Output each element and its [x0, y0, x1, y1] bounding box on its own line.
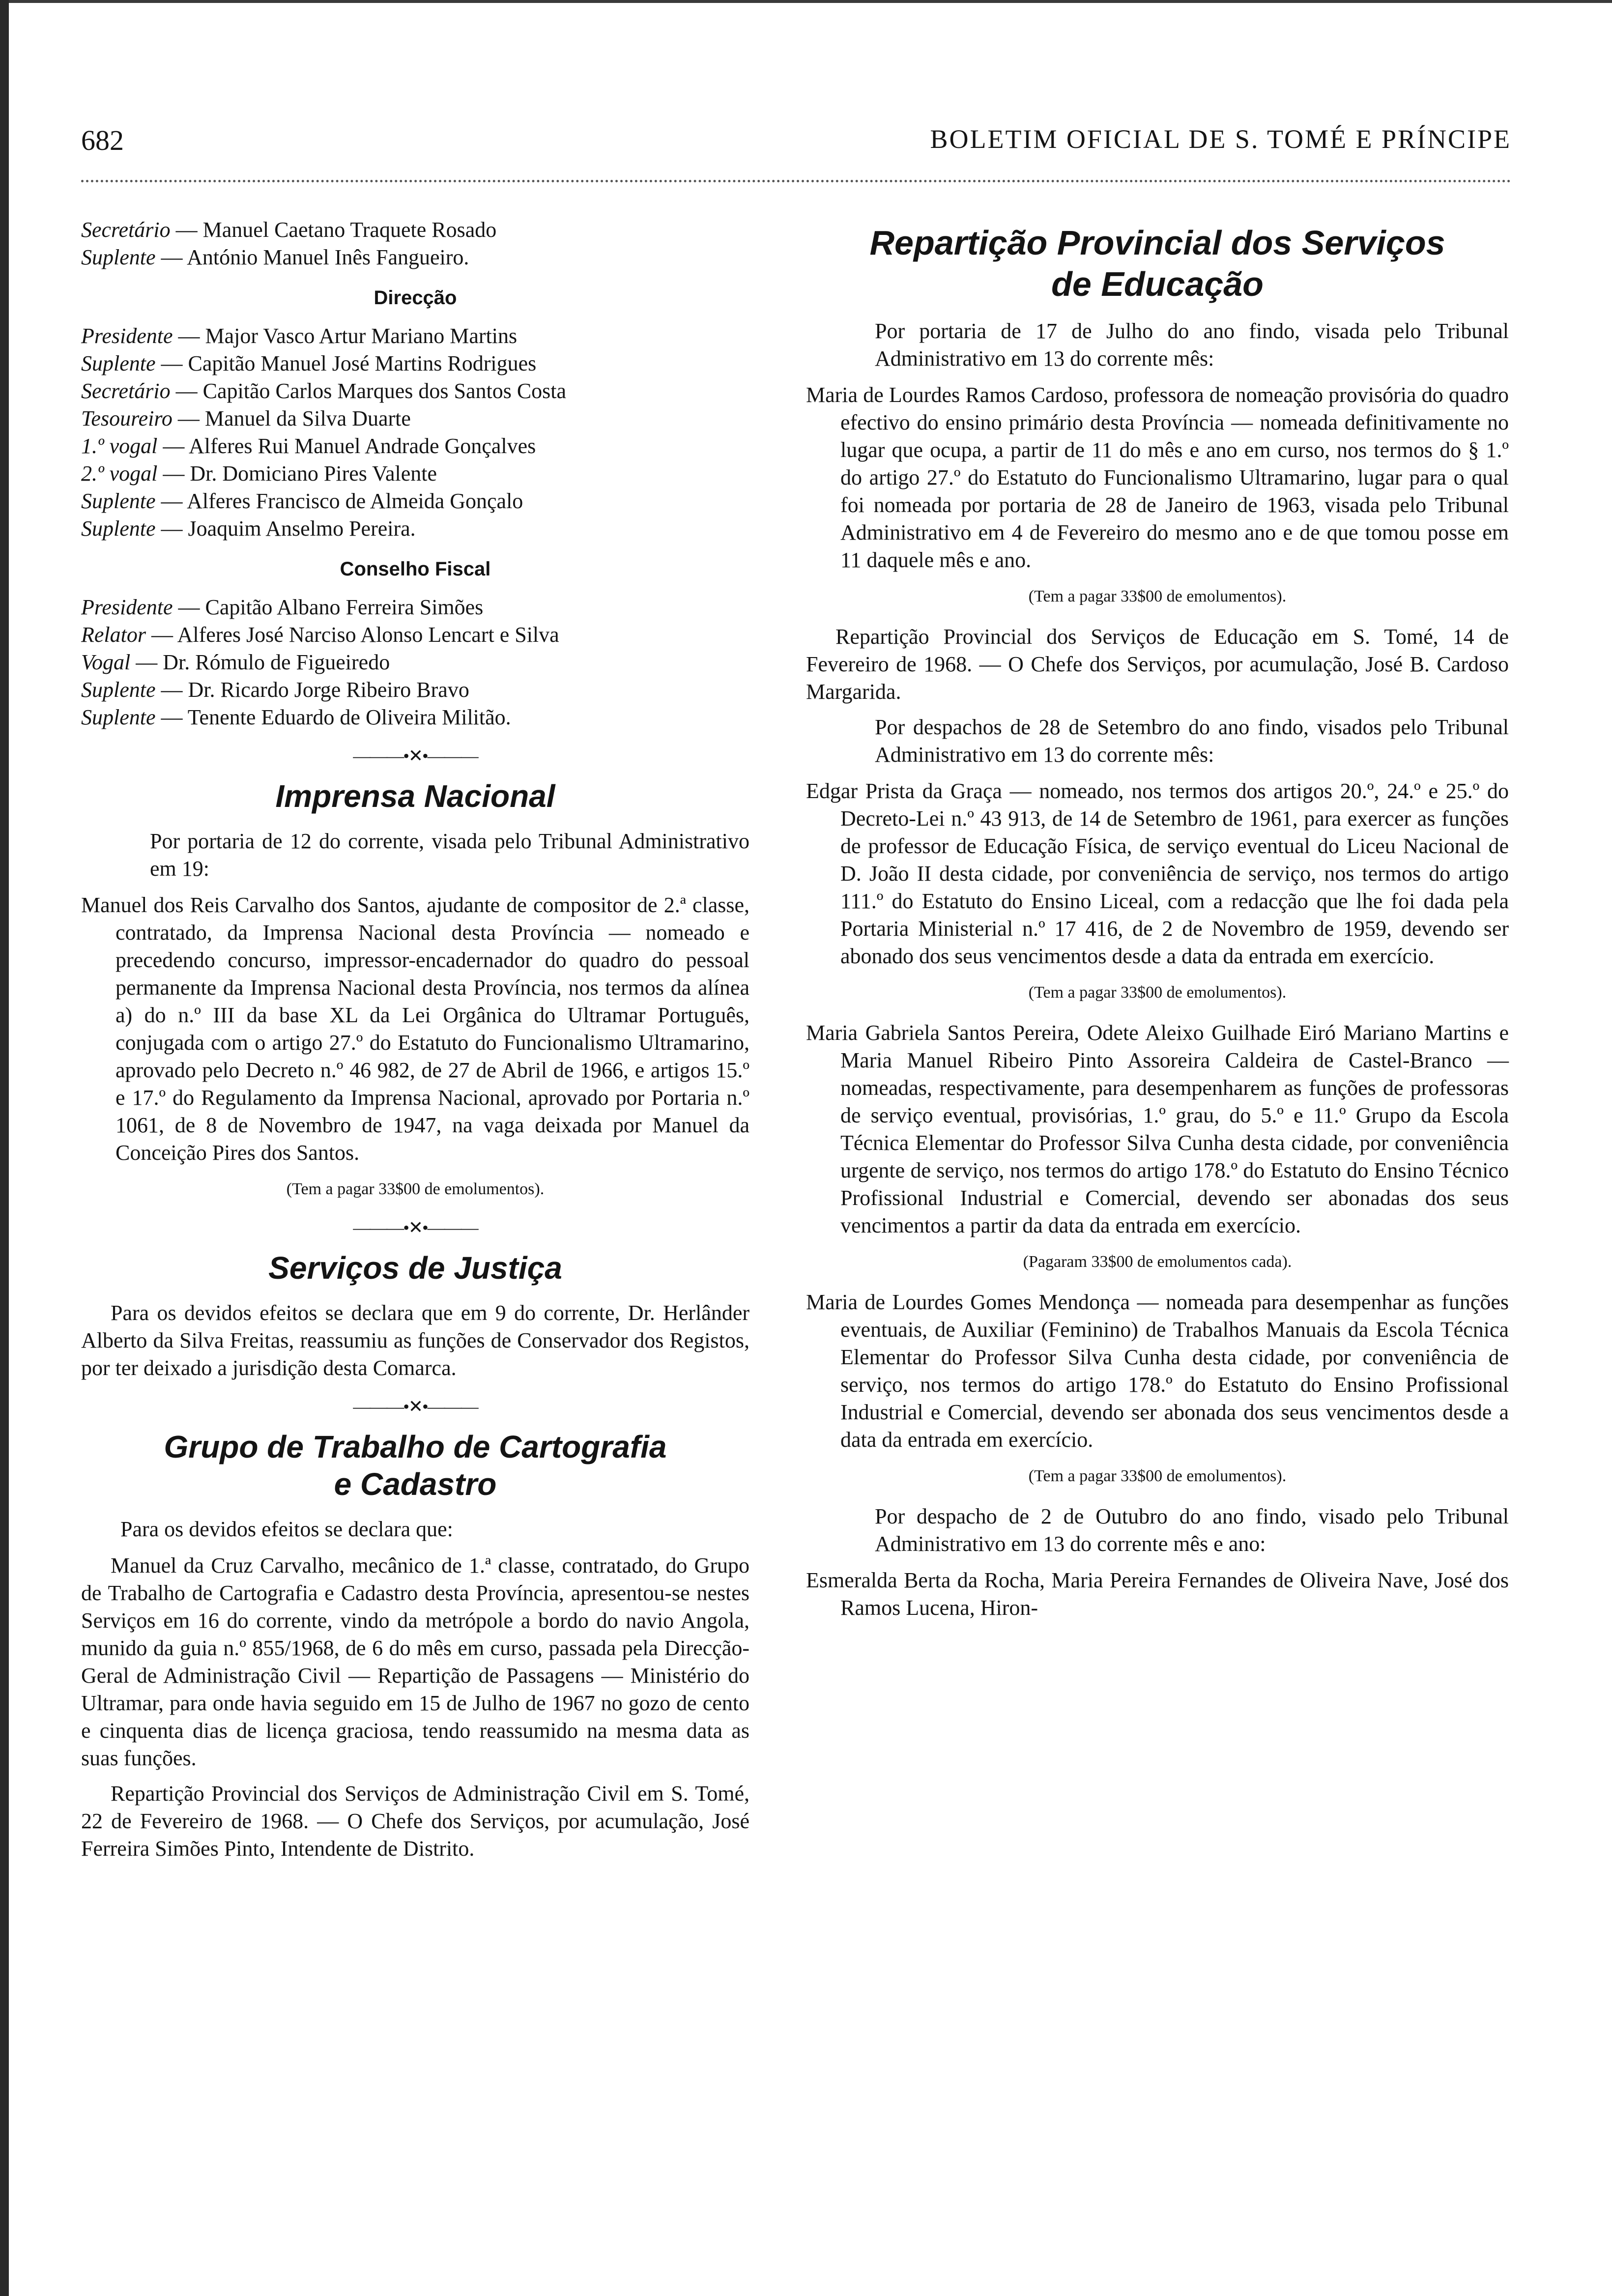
officer-row: [81, 460, 749, 488]
cartografia-intro: Para os devidos efeitos se declara que:: [120, 1517, 453, 1541]
officer-role: Suplente: [81, 245, 156, 269]
imprensa-entry: Manuel dos Reis Carvalho dos Santos, ajudante de compositor de 2.ª classe, contratado, da Imprensa Nacional desta Província — nomeado e precedendo concurso, impressor-encadernador do quadro do pessoal permanente da Imprensa Nacional desta Província, nos termos da alínea a) do n.º III da base XL da Lei Orgânica do Ultramar Português, conjugada com o artigo 27.º do Estatuto do Funcionalismo Ultramarino, aprovado pelo Decreto n.º 46 982, de 27 de Abril de 1966, e artigos 15.º e 17.º do Regulamento da Imprensa Nacional, aprovado por Portaria n.º 1061, de 8 de Novembro de 1947, na vaga deixada por Manuel da Conceição Pires dos Santos.: [81, 893, 749, 1165]
officer-role: Vogal: [81, 650, 131, 674]
justica-text: Para os devidos efeitos se declara que em 9 do corrente, Dr. Herlânder Alberto da Silva Freitas, reassumiu as funções de Conservador dos Registos, por ter deixado a jurisdição desta Comarca.: [81, 1301, 749, 1380]
officer-name: Major Vasco Artur Mariano Martins: [205, 324, 518, 348]
cartografia-signature: Repartição Provincial dos Serviços de Administração Civil em S. Tomé, 22 de Fevereiro de 1968. — O Chefe dos Serviços, por acumulação, José Ferreira Simões Pinto, Intendente de Distrito.: [81, 1781, 749, 1861]
officer-row: [81, 244, 749, 271]
officer-role: Secretário: [81, 218, 171, 242]
officer-separator: —: [157, 461, 190, 486]
educacao-intro-3: Por despacho de 2 de Outubro do ano findo, visado pelo Tribunal Administrativo em 13 do corrente mês e ano:: [875, 1504, 1509, 1556]
educacao-entry-1: Maria de Lourdes Ramos Cardoso, professora de nomeação provisória do quadro efectivo do ensino primário desta Província — nomeada definitivamente no lugar que ocupa, a partir de 11 do mês e ano em curso, nos termos do § 1.º do artigo 27.º do Estatuto do Funcionalismo Ultramarino, lugar para o qual foi nomeada por portaria de 28 de Janeiro de 1963, visada pelo Tribunal Administrativo em 4 de Fevereiro do mesmo ano e de que tomou posse em 11 daquele mês e ano.: [806, 383, 1509, 572]
officer-name: Capitão Manuel José Martins Rodrigues: [188, 351, 537, 375]
educacao-entry-4: Maria de Lourdes Gomes Mendonça — nomeada para desempenhar as funções eventuais, de Auxiliar (Feminino) de Trabalhos Manuais da Escola Técnica Elementar do Professor Silva Cunha desta cidade, por conveniência de serviço, nos termos do artigo 178.º do Estatuto do Ensino Profissional Industrial e Comercial, devendo ser abonada dos seus vencimentos desde a data da entrada em exercício.: [806, 1290, 1509, 1452]
officer-row: [81, 377, 749, 405]
educacao-heading-line1: Repartição Provincial dos Serviços: [869, 224, 1445, 262]
officers-list-top: [81, 216, 749, 271]
imprensa-nacional-heading: Imprensa Nacional: [275, 778, 555, 814]
cartografia-heading-line2: e Cadastro: [334, 1466, 497, 1502]
officer-separator: —: [173, 595, 205, 619]
educacao-fee-3: (Pagaram 33$00 de emolumentos cada).: [1023, 1253, 1292, 1271]
officer-name: Dr. Domiciano Pires Valente: [190, 461, 437, 486]
officer-name: Manuel da Silva Duarte: [204, 406, 411, 430]
educacao-intro-1: Por portaria de 17 de Julho do ano findo, visada pelo Tribunal Administrativo em 13 do corrente mês:: [875, 319, 1509, 371]
officer-role: Suplente: [81, 678, 156, 702]
officer-separator: —: [155, 517, 188, 541]
publication-title: BOLETIM OFICIAL DE S. TOMÉ E PRÍNCIPE: [930, 124, 1511, 154]
header-rule: [81, 180, 1511, 182]
officer-name: António Manuel Inês Fangueiro.: [187, 245, 469, 269]
officer-role: Presidente: [81, 324, 173, 348]
officer-row: [81, 594, 749, 621]
imprensa-intro: Por portaria de 12 do corrente, visada pelo Tribunal Administrativo em 19:: [150, 829, 749, 881]
conselho-fiscal-heading: Conselho Fiscal: [340, 558, 491, 580]
officer-row: [81, 704, 749, 731]
officer-name: Capitão Albano Ferreira Simões: [205, 595, 484, 619]
educacao-entry-2: Edgar Prista da Graça — nomeado, nos termos dos artigos 20.º, 24.º e 25.º do Decreto-Lei n.º 43 913, de 14 de Setembro de 1961, para exercer as funções de professor de Educação Física, de serviço eventual do Liceu Nacional de D. João II desta cidade, por conveniência de serviço, nos termos do artigo 111.º do Estatuto do Ensino Liceal, com a redacção que lhe foi dada pela Portaria Ministerial n.º 17 416, de 2 de Novembro de 1959, devendo ser abonado dos seus vencimentos desde a data da entrada em exercício.: [806, 779, 1509, 968]
cartografia-heading: [81, 1428, 749, 1503]
officer-name: Tenente Eduardo de Oliveira Militão.: [187, 705, 511, 729]
direccao-list: [81, 322, 749, 543]
officer-role: Suplente: [81, 517, 156, 541]
officer-separator: —: [172, 406, 205, 430]
officer-name: Alferes Francisco de Almeida Gonçalo: [187, 489, 523, 513]
officer-role: Suplente: [81, 489, 156, 513]
educacao-signature: Repartição Provincial dos Serviços de Educação em S. Tomé, 14 de Fevereiro de 1968. — O Chefe dos Serviços, por acumulação, José B. Cardoso Margarida.: [806, 625, 1509, 704]
officer-separator: —: [155, 678, 188, 702]
page-number: 682: [81, 124, 124, 156]
left-column: [81, 216, 749, 1870]
officer-name: Dr. Ricardo Jorge Ribeiro Bravo: [188, 678, 469, 702]
educacao-entry-3: Maria Gabriela Santos Pereira, Odete Aleixo Guilhade Eiró Mariano Martins e Maria Manuel Ribeiro Pinto Assoreira Caldeira de Castel-Branco — nomeadas, respectivamente, para desempenharem as funções de professoras de serviço eventual, provisórias, 1.º grau, do 5.º e 11.º Grupo da Escola Técnica Elementar do Professor Silva Cunha desta cidade, por conveniência urgente de serviço, nos termos do artigo 178.º do Estatuto do Ensino Técnico Profissional Industrial e Comercial, devendo ser abonadas dos seus vencimentos a partir da data da entrada em exercício.: [806, 1021, 1509, 1237]
section-ornament: ———•✕•———: [353, 1218, 478, 1237]
officer-separator: —: [157, 434, 189, 458]
direccao-heading: Direcção: [374, 287, 457, 309]
educacao-fee-4: (Tem a pagar 33$00 de emolumentos).: [1028, 1467, 1287, 1485]
officer-separator: —: [170, 379, 203, 403]
educacao-fee-2: (Tem a pagar 33$00 de emolumentos).: [1028, 983, 1287, 1002]
officer-row: [81, 621, 749, 649]
officer-name: Manuel Caetano Traquete Rosado: [202, 218, 497, 242]
officer-separator: —: [145, 623, 177, 647]
officer-role: Tesoureiro: [81, 406, 173, 430]
officer-row: [81, 322, 749, 350]
page-header: [81, 124, 1511, 163]
officer-role: Presidente: [81, 595, 173, 619]
officer-row: [81, 488, 749, 515]
officer-separator: —: [155, 489, 187, 513]
right-column: [806, 216, 1509, 1631]
educacao-entry-5: Esmeralda Berta da Rocha, Maria Pereira Fernandes de Oliveira Nave, José dos Ramos Lucena, Hiron-: [806, 1568, 1509, 1620]
educacao-heading: [806, 222, 1509, 305]
officer-role: Relator: [81, 623, 146, 647]
officer-role: Secretário: [81, 379, 171, 403]
officer-name: Joaquim Anselmo Pereira.: [188, 517, 416, 541]
officer-role: 2.º vogal: [81, 461, 158, 486]
section-ornament: ———•✕•———: [353, 746, 478, 766]
educacao-fee-1: (Tem a pagar 33$00 de emolumentos).: [1028, 587, 1287, 605]
officer-row: [81, 515, 749, 543]
imprensa-fee-note: (Tem a pagar 33$00 de emolumentos).: [286, 1180, 545, 1198]
officer-separator: —: [173, 324, 205, 348]
officer-separator: —: [155, 245, 187, 269]
officer-row: [81, 649, 749, 676]
cartografia-text: Manuel da Cruz Carvalho, mecânico de 1.ª classe, contratado, do Grupo de Trabalho de Cartografia e Cadastro desta Província, apresentou-se nestes Serviços em 16 do corrente, vindo da metrópole a bordo do navio Angola, munido da guia n.º 855/1968, de 6 do mês em curso, passada pela Direcção-Geral de Administração Civil — Repartição de Passagens — Ministério do Ultramar, para onde havia seguido em 15 de Julho de 1967 no gozo de cento e cinquenta dias de licença graciosa, tendo reassumido na mesma data as suas funções.: [81, 1553, 749, 1770]
officer-name: Dr. Rómulo de Figueiredo: [163, 650, 390, 674]
cartografia-heading-line1: Grupo de Trabalho de Cartografia: [164, 1429, 667, 1464]
officer-role: Suplente: [81, 705, 156, 729]
officer-separator: —: [130, 650, 163, 674]
officer-name: Alferes José Narciso Alonso Lencart e Silva: [177, 623, 559, 647]
servicos-justica-heading: Serviços de Justiça: [268, 1250, 562, 1286]
officer-name: Capitão Carlos Marques dos Santos Costa: [202, 379, 567, 403]
officer-row: [81, 432, 749, 460]
scan-edge-top: [0, 0, 1612, 3]
officer-name: Alferes Rui Manuel Andrade Gonçalves: [188, 434, 536, 458]
officer-separator: —: [170, 218, 203, 242]
conselho-fiscal-list: [81, 594, 749, 731]
officer-separator: —: [155, 351, 188, 375]
educacao-intro-2: Por despachos de 28 de Setembro do ano findo, visados pelo Tribunal Administrativo em 13 do corrente mês:: [875, 715, 1509, 767]
officer-row: [81, 216, 749, 244]
officer-role: Suplente: [81, 351, 156, 375]
officer-row: [81, 405, 749, 432]
scan-edge-left: [0, 0, 9, 2296]
officer-row: [81, 350, 749, 377]
officer-role: 1.º vogal: [81, 434, 158, 458]
officer-separator: —: [155, 705, 188, 729]
section-ornament: ———•✕•———: [353, 1397, 478, 1416]
officer-row: [81, 676, 749, 704]
educacao-heading-line2: de Educação: [1051, 265, 1264, 303]
